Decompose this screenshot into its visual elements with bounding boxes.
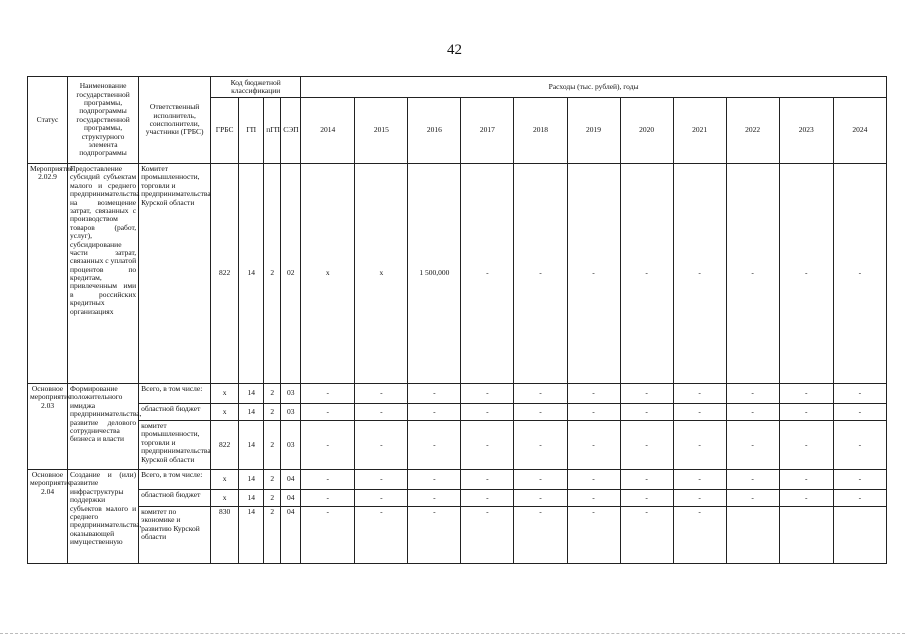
- row-year-value: -: [301, 384, 355, 404]
- header-year: 2015: [355, 98, 408, 164]
- row-program-name: Предоставление субсидий субъектам малого и среднего предпринимательства на возмещение затрат, связанных с производством товаров (работ, услуг), субсидирование части затрат, связанных с уплатой процентов по кредитам, привлеченным ими в российских кредитных организациях: [68, 164, 139, 384]
- row-code: 822: [211, 164, 239, 384]
- row-year-value: -: [514, 164, 567, 384]
- row-year-value: -: [408, 404, 461, 421]
- header-year: 2016: [408, 98, 461, 164]
- row-code: 14: [239, 421, 264, 470]
- row-year-value: -: [779, 490, 833, 507]
- row-year-value: -: [408, 384, 461, 404]
- row-code: 14: [239, 384, 264, 404]
- row-executor: комитет по экономике и развитию Курской области: [139, 507, 211, 564]
- row-executor: Всего, в том числе:: [139, 384, 211, 404]
- row-code: х: [211, 490, 239, 507]
- header-year: 2017: [461, 98, 514, 164]
- row-year-value: -: [620, 164, 673, 384]
- row-year-value: -: [833, 421, 886, 470]
- row-year-value: -: [726, 490, 779, 507]
- header-code-sep: СЭП: [281, 98, 301, 164]
- row-code: 14: [239, 507, 264, 564]
- row-code: 14: [239, 404, 264, 421]
- row-status: Основное мероприятие 2.04: [28, 470, 68, 564]
- row-code: 03: [281, 404, 301, 421]
- header-year: 2024: [833, 98, 886, 164]
- row-year-value: -: [673, 404, 726, 421]
- row-year-value: [726, 507, 779, 564]
- row-year-value: -: [355, 470, 408, 490]
- row-year-value: -: [567, 470, 620, 490]
- header-year: 2019: [567, 98, 620, 164]
- row-year-value: -: [620, 490, 673, 507]
- row-year-value: -: [408, 490, 461, 507]
- header-code-grbs: ГРБС: [211, 98, 239, 164]
- header-year: 2018: [514, 98, 567, 164]
- row-year-value: х: [301, 164, 355, 384]
- row-code: х: [211, 384, 239, 404]
- row-code: 14: [239, 164, 264, 384]
- row-year-value: -: [620, 404, 673, 421]
- row-executor: областной бюджет: [139, 490, 211, 507]
- header-row-top: [28, 77, 887, 98]
- row-code: 2: [264, 470, 281, 490]
- row-year-value: -: [301, 490, 355, 507]
- row-year-value: -: [567, 164, 620, 384]
- row-program-name: Создание и (или) развитие инфраструктуры поддержки субъектов малого и среднего предпринимательства, оказывающей имущественную: [68, 470, 139, 564]
- row-year-value: -: [779, 164, 833, 384]
- header-year: 2022: [726, 98, 779, 164]
- row-year-value: -: [779, 404, 833, 421]
- row-year-value: [779, 507, 833, 564]
- header-executor: Ответственный исполнитель, соисполнители, участники (ГРБС): [139, 77, 211, 164]
- row-code: 04: [281, 490, 301, 507]
- row-status: Мероприятие 2.02.9: [28, 164, 68, 384]
- row-year-value: -: [567, 507, 620, 564]
- table-row: [28, 490, 887, 507]
- header-code-group: Код бюджетной классификации: [211, 77, 301, 98]
- row-code: 14: [239, 470, 264, 490]
- row-year-value: -: [567, 490, 620, 507]
- row-code: 04: [281, 470, 301, 490]
- table-row: [28, 384, 887, 404]
- row-year-value: -: [673, 421, 726, 470]
- row-year-value: -: [461, 384, 514, 404]
- row-year-value: -: [779, 384, 833, 404]
- row-code: 02: [281, 164, 301, 384]
- header-code-pgp: пГП: [264, 98, 281, 164]
- row-year-value: -: [567, 384, 620, 404]
- row-year-value: -: [301, 507, 355, 564]
- row-year-value: -: [461, 164, 514, 384]
- row-year-value: -: [514, 490, 567, 507]
- row-year-value: -: [833, 470, 886, 490]
- row-year-value: -: [833, 490, 886, 507]
- row-year-value: -: [355, 384, 408, 404]
- row-code: х: [211, 470, 239, 490]
- row-year-value: -: [461, 490, 514, 507]
- row-year-value: -: [673, 164, 726, 384]
- row-code: х: [211, 404, 239, 421]
- page-number: 42: [447, 42, 462, 58]
- row-code: 03: [281, 384, 301, 404]
- row-code: 03: [281, 421, 301, 470]
- row-year-value: -: [673, 470, 726, 490]
- row-year-value: -: [408, 421, 461, 470]
- row-year-value: -: [620, 470, 673, 490]
- table-row: [28, 507, 887, 564]
- row-code: 2: [264, 404, 281, 421]
- row-year-value: -: [726, 164, 779, 384]
- row-year-value: -: [301, 404, 355, 421]
- row-year-value: -: [567, 404, 620, 421]
- table-row: [28, 421, 887, 470]
- row-year-value: -: [673, 507, 726, 564]
- row-year-value: [833, 507, 886, 564]
- row-year-value: -: [620, 507, 673, 564]
- row-year-value: -: [833, 404, 886, 421]
- row-year-value: -: [355, 490, 408, 507]
- row-status: Основное мероприятие 2.03: [28, 384, 68, 470]
- row-year-value: -: [461, 507, 514, 564]
- row-code: 2: [264, 507, 281, 564]
- table-row: [28, 404, 887, 421]
- row-year-value: -: [567, 421, 620, 470]
- row-year-value: -: [514, 421, 567, 470]
- row-year-value: -: [514, 384, 567, 404]
- row-year-value: -: [408, 507, 461, 564]
- row-year-value: -: [514, 507, 567, 564]
- header-status: Статус: [28, 77, 68, 164]
- row-program-name: Формирование положительного имиджа предпринимательства, развитие делового сотрудничества бизнеса и власти: [68, 384, 139, 470]
- table-row: [28, 164, 887, 384]
- header-program-name: Наименование государственной программы, подпрограммы государственной программы, структурного элемента подпрограммы: [68, 77, 139, 164]
- row-code: 822: [211, 421, 239, 470]
- row-code: 830: [211, 507, 239, 564]
- row-executor: Всего, в том числе:: [139, 470, 211, 490]
- row-code: 04: [281, 507, 301, 564]
- row-executor: Комитет промышленности, торговли и предпринимательства Курской области: [139, 164, 211, 384]
- row-year-value: -: [779, 470, 833, 490]
- row-year-value: -: [673, 490, 726, 507]
- row-year-value: -: [355, 421, 408, 470]
- row-year-value: -: [726, 384, 779, 404]
- table-body: [28, 164, 887, 564]
- budget-table: [27, 76, 887, 564]
- header-code-gp: ГП: [239, 98, 264, 164]
- row-year-value: -: [514, 404, 567, 421]
- row-year-value: -: [461, 470, 514, 490]
- page-bottom-rule: [0, 633, 905, 634]
- row-year-value: -: [726, 470, 779, 490]
- row-code: 2: [264, 421, 281, 470]
- row-code: 2: [264, 490, 281, 507]
- header-expenses-group: Расходы (тыс. рублей), годы: [301, 77, 887, 98]
- row-code: 2: [264, 384, 281, 404]
- row-code: 14: [239, 490, 264, 507]
- header-year: 2014: [301, 98, 355, 164]
- row-year-value: -: [461, 404, 514, 421]
- header-year: 2021: [673, 98, 726, 164]
- row-year-value: -: [833, 384, 886, 404]
- header-year: 2020: [620, 98, 673, 164]
- header-year: 2023: [779, 98, 833, 164]
- row-year-value: -: [833, 164, 886, 384]
- row-year-value: -: [355, 507, 408, 564]
- row-executor: комитет промышленности, торговли и предпринимательства Курской области: [139, 421, 211, 470]
- table-row: [28, 470, 887, 490]
- row-year-value: 1 500,000: [408, 164, 461, 384]
- row-year-value: -: [408, 470, 461, 490]
- row-year-value: -: [355, 404, 408, 421]
- row-year-value: -: [620, 384, 673, 404]
- row-year-value: -: [726, 421, 779, 470]
- row-code: 2: [264, 164, 281, 384]
- row-year-value: -: [301, 421, 355, 470]
- row-year-value: -: [779, 421, 833, 470]
- row-year-value: х: [355, 164, 408, 384]
- row-year-value: -: [620, 421, 673, 470]
- row-year-value: -: [514, 470, 567, 490]
- row-year-value: -: [726, 404, 779, 421]
- row-year-value: -: [673, 384, 726, 404]
- row-executor: областной бюджет: [139, 404, 211, 421]
- row-year-value: -: [301, 470, 355, 490]
- row-year-value: -: [461, 421, 514, 470]
